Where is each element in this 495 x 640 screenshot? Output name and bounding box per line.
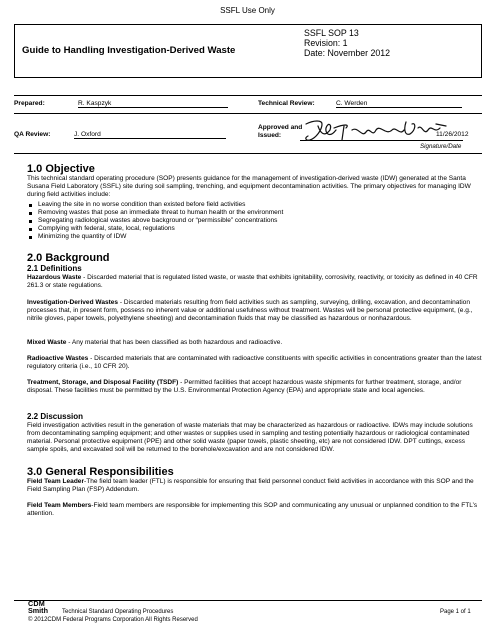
definition-text: - Permitted facilities that accept hazardous waste shipments for further treatment, storage, and/or disposal. These facilities must be permitted by the U.S. Environmental Protection Agency (EPA) and appropriate state and local agencies. bbox=[27, 379, 462, 395]
footer-divider bbox=[14, 600, 482, 601]
list-item: Minimizing the quantity of IDW bbox=[27, 233, 482, 241]
sop-date: Date: November 2012 bbox=[304, 48, 391, 58]
footer-page-number: Page 1 of 1 bbox=[440, 609, 471, 615]
responsibility-text: -The field team leader (FTL) is responsible for ensuring that field personnel conduct field activities in accordance with this SOP and the Field Sampling Plan (FSP) Addendum. bbox=[27, 478, 474, 494]
signature-caption: Signature/Date bbox=[420, 143, 462, 150]
sop-revision: Revision: 1 bbox=[304, 38, 348, 48]
subsection-heading-discussion: 2.2 Discussion bbox=[27, 412, 84, 421]
section-heading-objective: 1.0 Objective bbox=[27, 163, 95, 175]
subsection-heading-definitions: 2.1 Definitions bbox=[27, 264, 82, 273]
definition-tsdf bbox=[27, 379, 482, 395]
list-item: Segregating radiological wastes above background or “permissible” concentrations bbox=[27, 217, 482, 225]
prepared-label: Prepared: bbox=[14, 100, 45, 107]
section-heading-responsibilities: 3.0 General Responsibilities bbox=[27, 466, 174, 478]
definition-text: - Discarded materials that are contaminated with radioactive constituents with specific activities in concentrations greater than the latest regulatory criteria (i.e., 10 CFR 20). bbox=[27, 355, 482, 371]
divider-line bbox=[14, 95, 482, 96]
prepared-value: R. Kaspzyk bbox=[78, 100, 228, 108]
signature-image bbox=[300, 118, 450, 144]
objective-bullet-list bbox=[27, 201, 482, 241]
issued-label: Issued: bbox=[258, 132, 282, 139]
responsibility-text: -Field team members are responsible for implementing this SOP and communicating any unusual or unplanned condition to the FTL’s attention. bbox=[27, 502, 478, 518]
objective-text: This technical standard operating procedure (SOP) presents guidance for the management of investigation-derived waste (IDW) generated at the Santa Susana Field Laboratory (SSFL) site during soil sampling, trenching, and equipment decontamination activities. The primary objectives for managing IDW during field activities include: bbox=[27, 175, 471, 199]
discussion-text: Field investigation activities result in the generation of waste materials that may be characterized as hazardous or radioactive. IDWs may include solutions from decontaminating sampling equipment; and other wastes or supplies used in sampling and testing potentially hazardous or radiological contaminated material. Personal protective equipment (PPE) and other solid waste (paper towels, plastic sheeting, etc) are not considered IDW. DPT cuttings, excess sample spoils, and excavated soil will be returned to the borehole/excavation and are not considered IDW. bbox=[27, 422, 473, 454]
definition-radioactive-wastes bbox=[27, 355, 482, 371]
qa-review-value: J. Oxford bbox=[74, 131, 226, 139]
responsibility-field-team-leader bbox=[27, 478, 482, 494]
definition-text: - Any material that has been classified as both hazardous and radioactive. bbox=[66, 339, 283, 346]
definition-term: Treatment, Storage, and Disposal Facility (TSDF) bbox=[27, 379, 179, 386]
definition-idw bbox=[27, 299, 482, 323]
definition-term: Hazardous Waste bbox=[27, 274, 82, 281]
responsibility-term: Field Team Members bbox=[27, 502, 92, 509]
definition-text: - Discarded materials resulting from field activities such as sampling, surveying, drilling, excavation, and decontamination processes that, in present form, possess no inherent value or additional usefulness without treatment. Wastes will be personal protective equipment, (e.g., nitrile gloves, paper towels, polyethylene sheeting) and decontamination fluids that may be classified as hazardous or nonhazardous. bbox=[27, 299, 473, 323]
section-heading-background: 2.0 Background bbox=[27, 252, 110, 264]
logo-line-2: Smith bbox=[28, 606, 48, 615]
list-item: Complying with federal, state, local, regulations bbox=[27, 225, 482, 233]
divider-line bbox=[14, 113, 482, 114]
logo-line-1: CDM bbox=[28, 599, 45, 608]
technical-review-value: C. Werden bbox=[336, 100, 462, 108]
list-item: Leaving the site in no worse condition than existed before field activities bbox=[27, 201, 482, 209]
document-title: Guide to Handling Investigation-Derived Waste bbox=[22, 45, 236, 56]
qa-review-label: QA Review: bbox=[14, 131, 51, 138]
definition-term: Radioactive Wastes bbox=[27, 355, 89, 362]
footer-doc-type: Technical Standard Operating Procedures bbox=[62, 609, 174, 615]
sop-info bbox=[304, 28, 390, 58]
list-item: Removing wastes that pose an immediate threat to human health or the environment bbox=[27, 209, 482, 217]
responsibility-field-team-members bbox=[27, 502, 482, 518]
definition-hazardous-waste bbox=[27, 274, 482, 290]
signature-date: 11/26/2012 bbox=[436, 131, 469, 138]
divider-line bbox=[14, 153, 482, 154]
approved-label: Approved and bbox=[258, 124, 303, 131]
sop-number: SSFL SOP 13 bbox=[304, 28, 359, 38]
technical-review-label: Technical Review: bbox=[258, 100, 315, 107]
header-classification: SSFL Use Only bbox=[220, 6, 275, 15]
responsibility-term: Field Team Leader bbox=[27, 478, 85, 485]
cdm-smith-logo bbox=[28, 600, 48, 614]
footer-copyright: © 2012CDM Federal Programs Corporation All Rights Reserved bbox=[28, 617, 198, 623]
definition-term: Investigation-Derived Wastes bbox=[27, 299, 119, 306]
definition-mixed-waste bbox=[27, 339, 482, 347]
definition-text: - Discarded material that is regulated listed waste, or waste that exhibits ignitability, corrosivity, reactivity, or toxicity as defined in 40 CFR 261.3 or state regulations. bbox=[27, 274, 478, 290]
definition-term: Mixed Waste bbox=[27, 339, 67, 346]
